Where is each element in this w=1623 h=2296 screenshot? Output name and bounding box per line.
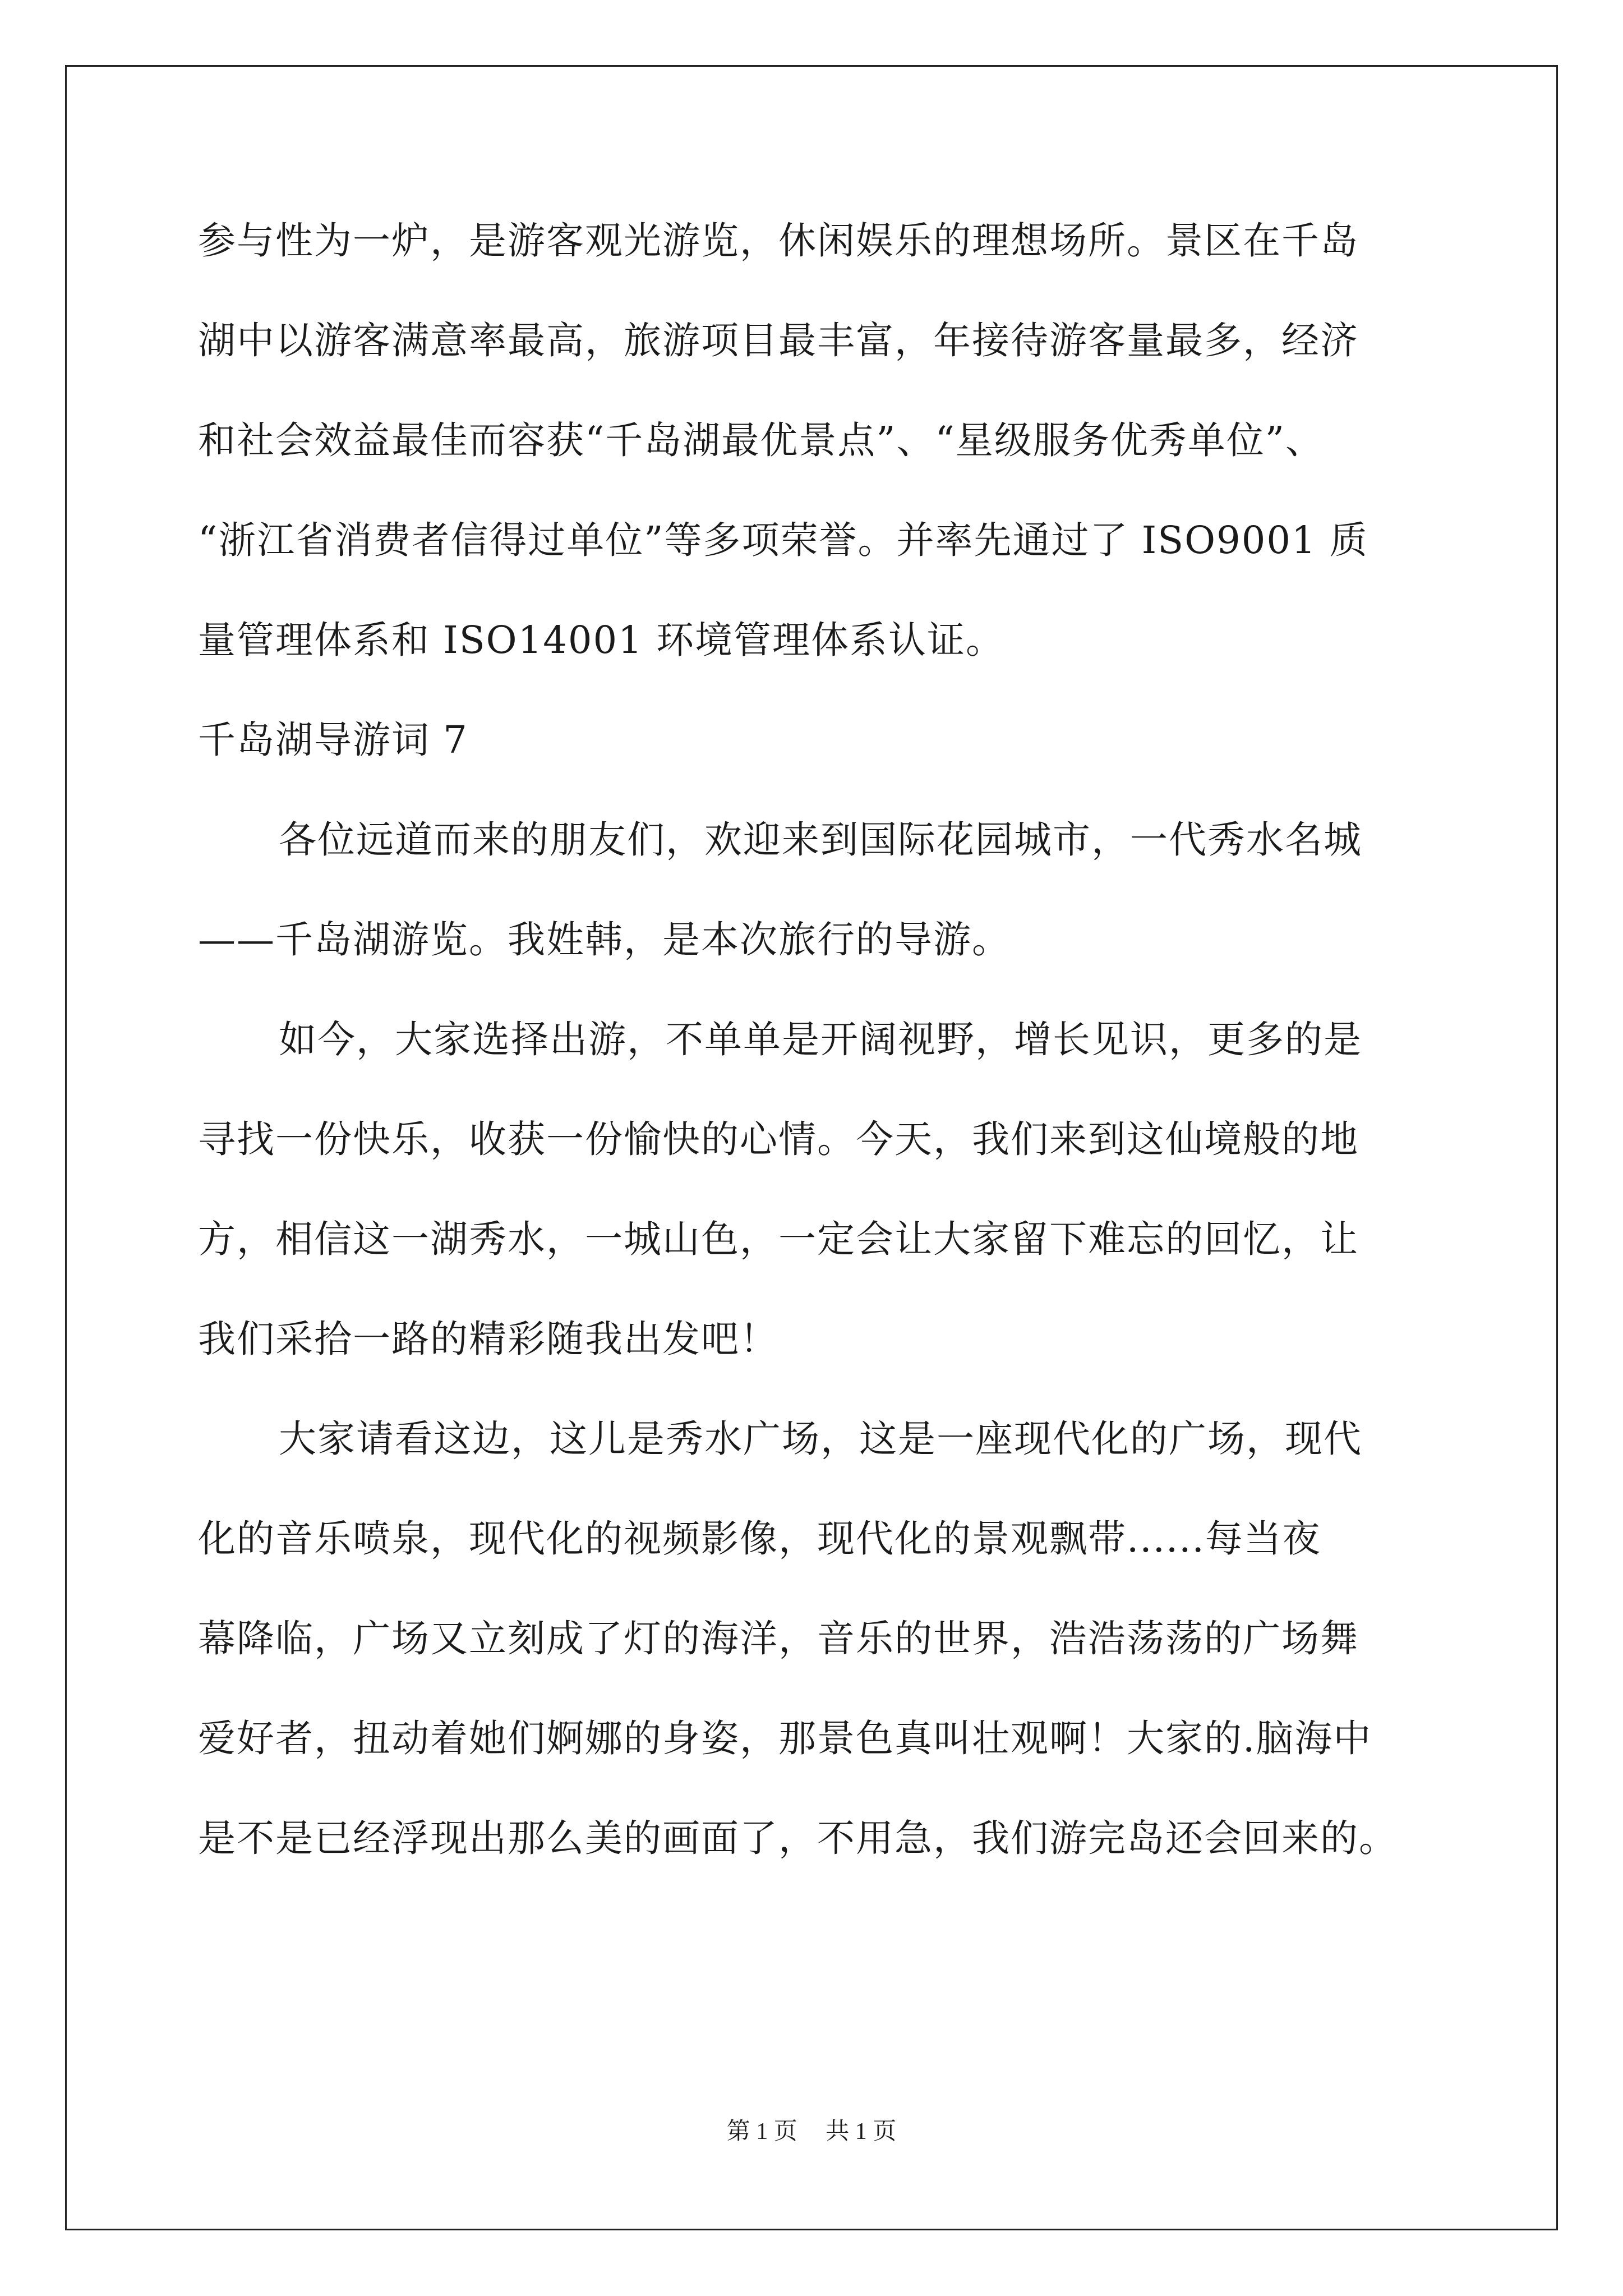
text-line: 湖中以游客满意率最高，旅游项目最丰富，年接待游客量最多，经济 <box>198 319 1359 362</box>
text-line: 方，相信这一湖秀水，一城山色，一定会让大家留下难忘的回忆，让 <box>198 1217 1359 1261</box>
text-line: 我们采拾一路的精彩随我出发吧！ <box>198 1317 778 1361</box>
page-number: 第 1 页 <box>726 2119 797 2145</box>
text-line: 和社会效益最佳而容获“千岛湖最优景点”、“星级服务优秀单位”、 <box>198 418 1325 462</box>
text-line: 如今，大家选择出游，不单单是开阔视野，增长见识，更多的是 <box>279 1018 1362 1061</box>
text-line: 寻找一份快乐，收获一份愉快的心情。今天，我们来到这仙境般的地 <box>198 1117 1359 1161</box>
text-line: 是不是已经浮现出那么美的画面了，不用急，我们游完岛还会回来的。 <box>198 1816 1398 1860</box>
text-line: 爱好者，扭动着她们婀娜的身姿，那景色真叫壮观啊！大家的.脑海中 <box>198 1717 1372 1760</box>
text-line: ——千岛湖游览。我姓韩，是本次旅行的导游。 <box>198 918 1011 961</box>
text-line: 参与性为一炉，是游客观光游览，休闲娱乐的理想场所。景区在千岛 <box>198 219 1359 263</box>
section-heading: 千岛湖导游词 7 <box>198 718 468 762</box>
text-line: 幕降临，广场又立刻成了灯的海洋，音乐的世界，浩浩荡荡的广场舞 <box>198 1617 1359 1660</box>
text-line: “浙江省消费者信得过单位”等多项荣誉。并率先通过了 ISO9001 质 <box>198 518 1368 562</box>
page-footer <box>0 2115 1623 2148</box>
text-line: 化的音乐喷泉，现代化的视频影像，现代化的景观飘带......每当夜 <box>198 1517 1321 1561</box>
text-line: 各位远道而来的朋友们，欢迎来到国际花园城市，一代秀水名城 <box>279 818 1362 862</box>
page-total: 共 1 页 <box>826 2119 897 2145</box>
text-line: 量管理体系和 ISO14001 环境管理体系认证。 <box>198 618 1005 662</box>
text-line: 大家请看这边，这儿是秀水广场，这是一座现代化的广场，现代 <box>279 1417 1362 1461</box>
